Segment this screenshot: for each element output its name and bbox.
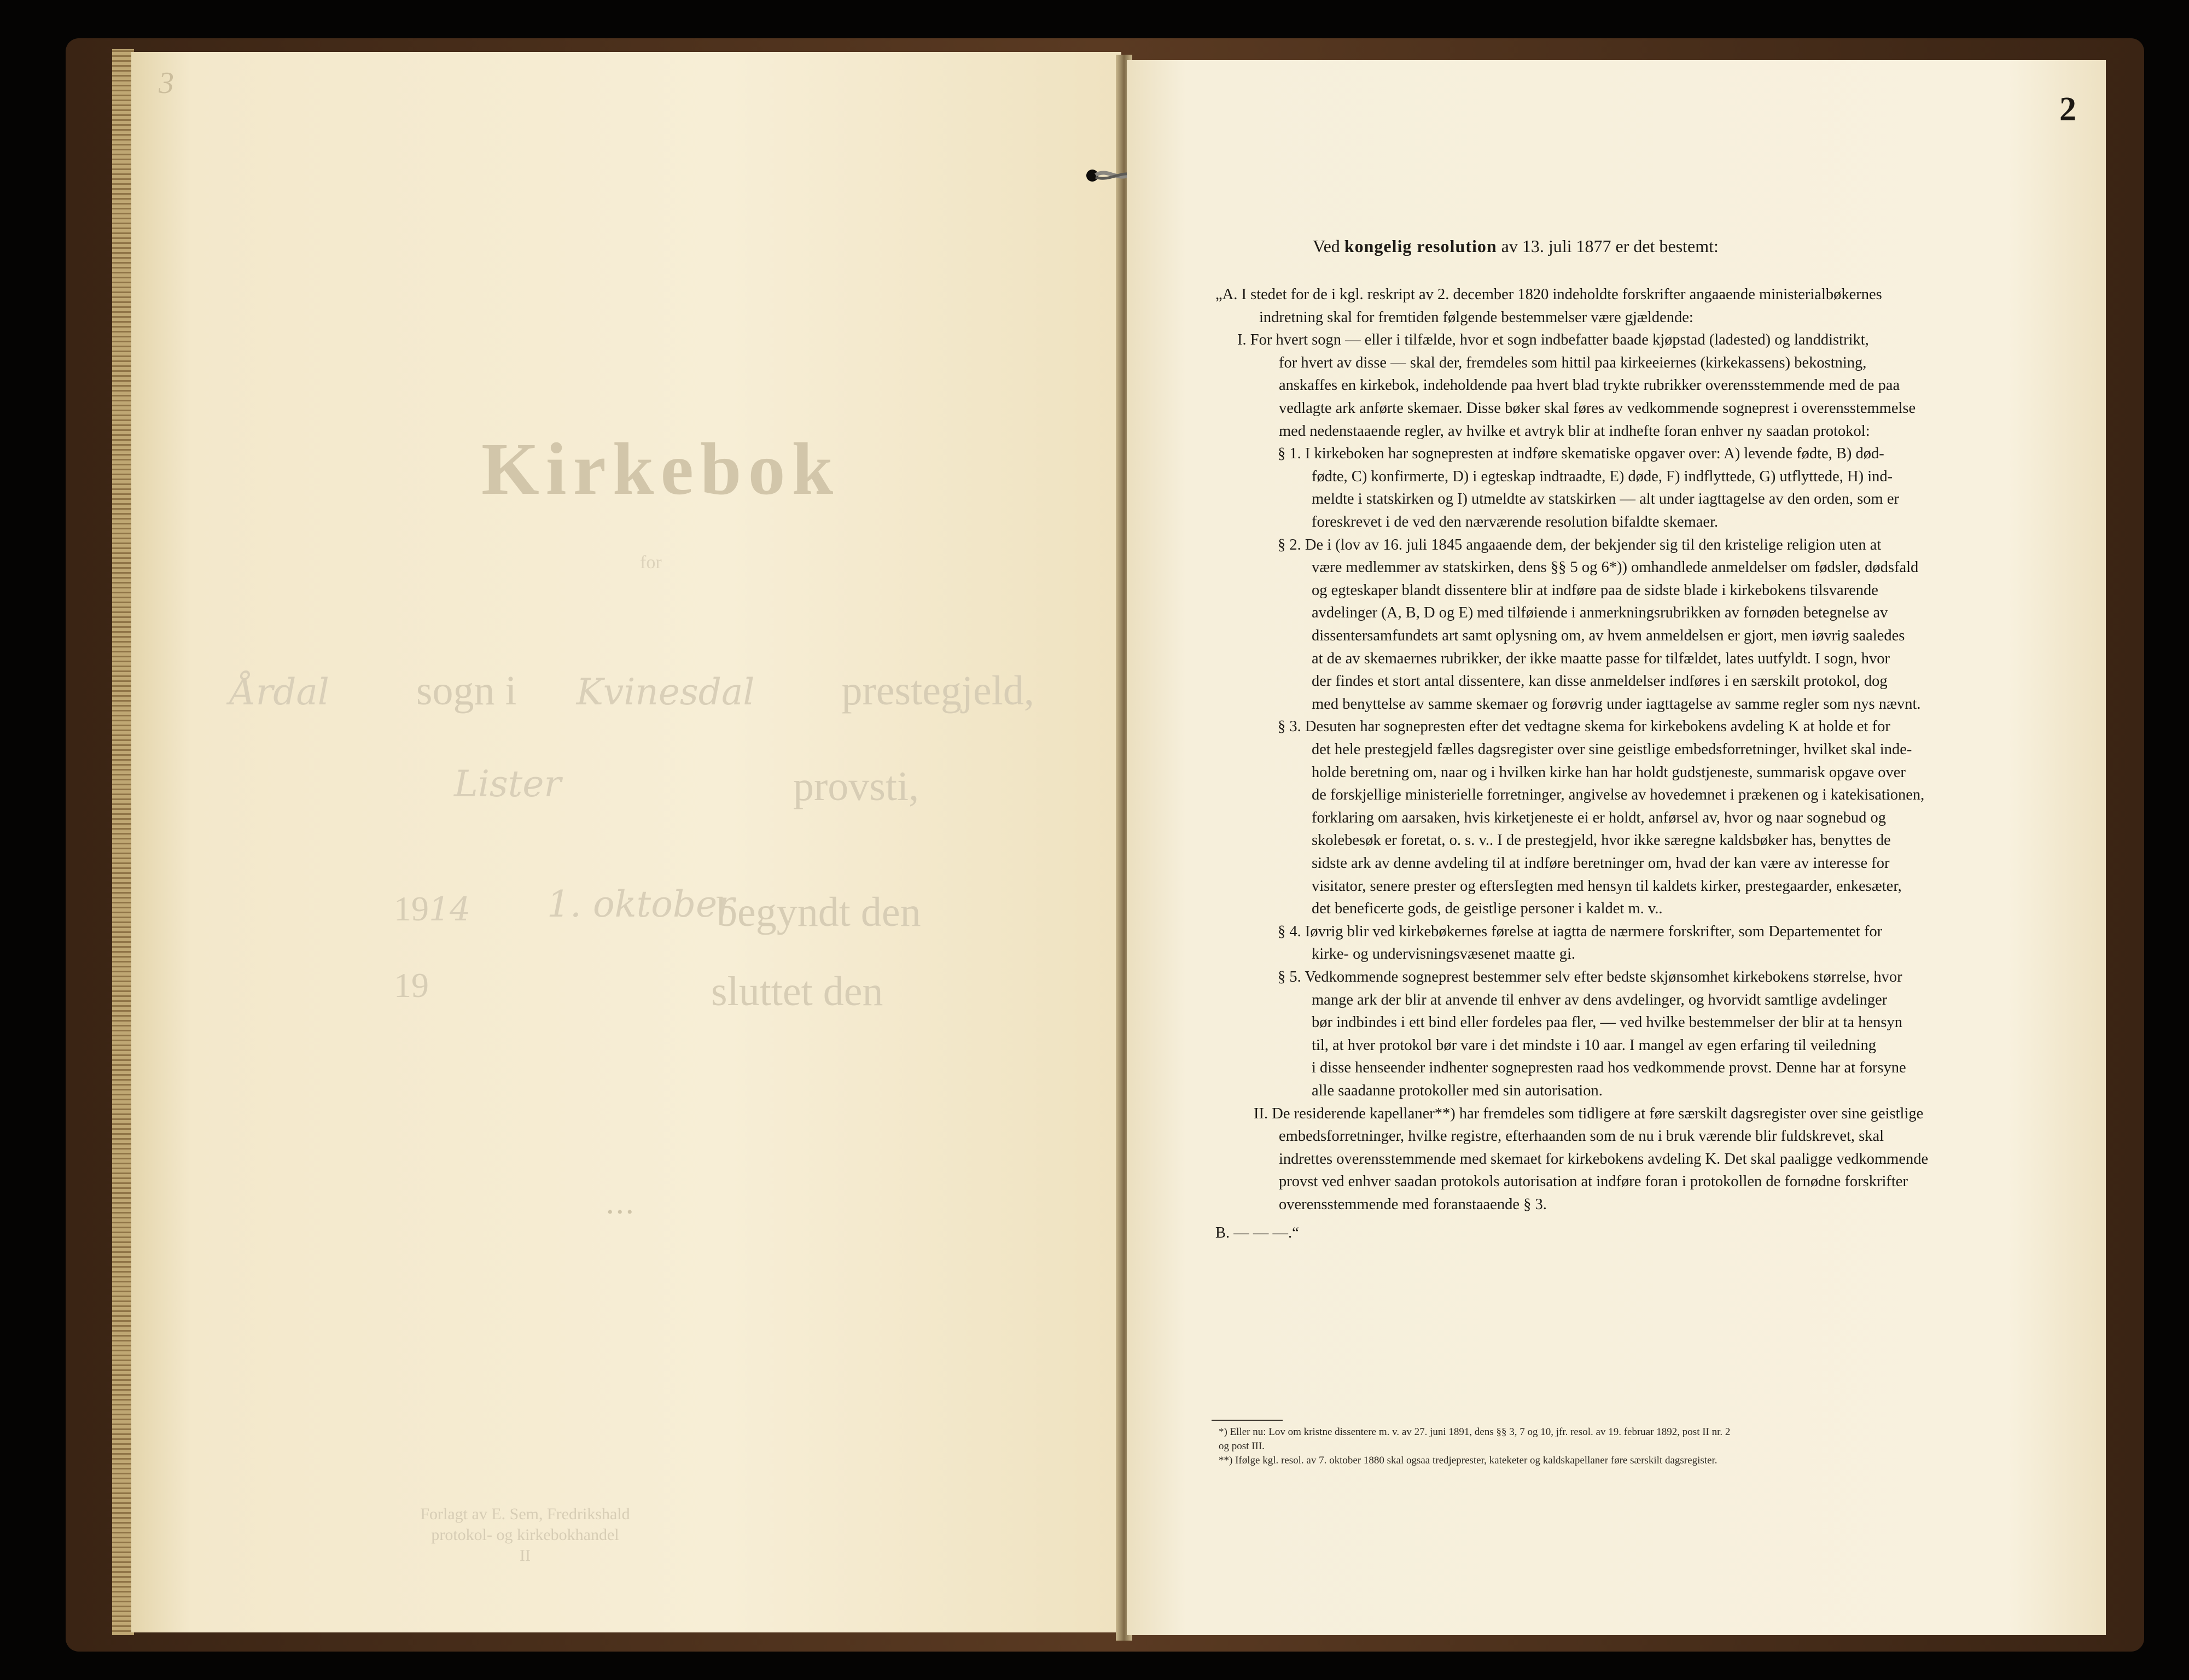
heading-prefix: Ved	[1313, 236, 1340, 256]
handwritten-prestegjeld: Kvinesdal	[576, 671, 755, 713]
resolution-line: bør indbindes i ett bind eller fordeles paa fler, — ved hvilke bestemmelser der blir at ta hensyn	[1312, 1014, 1902, 1031]
resolution-line: B. — — —.“	[1215, 1224, 1299, 1241]
resolution-line: være medlemmer av statskirken, dens §§ 5 og 6*)) omhandlede anmeldelser om fødsler, dødsfald	[1312, 559, 1919, 576]
resolution-line: i disse henseender indhenter sognepresten raad hos vedkommende provst. Denne har at forsyne	[1312, 1059, 1906, 1077]
page-edges	[112, 49, 134, 1635]
footnote-rule	[1212, 1420, 1283, 1421]
ornament: • • •	[607, 1203, 633, 1221]
heading-bold: kongelig resolution	[1344, 236, 1497, 256]
resolution-line: embedsforretninger, hvilke registre, efterhaanden som de nu i bruk værende blir fuldskrevet, skal	[1279, 1128, 1884, 1145]
label-provsti: provsti,	[793, 763, 919, 809]
resolution-line: § 4. Iøvrig blir ved kirkebøkernes førelse at iagtta de nærmere forskrifter, som Departementet for	[1278, 923, 1883, 940]
resolution-line: det beneficerte gods, de geistlige personer i kaldet m. v..	[1312, 900, 1663, 918]
resolution-line: de forskjellige ministerielle forretninger, angivelse av hovedemnet i prækenen og i katekisationen,	[1312, 786, 1925, 804]
label-prestegjeld: prestegjeld,	[841, 668, 1034, 714]
resolution-line: meldte i statskirken og I) utmeldte av statskirken — alt under iagttagelse av den orden, som er	[1312, 491, 1899, 508]
label-ended: sluttet den	[711, 969, 883, 1014]
left-page-number: 3	[159, 66, 174, 100]
right-page-number: 2	[2059, 91, 2076, 128]
label-sogn: sogn i	[416, 668, 517, 714]
resolution-line: overensstemmende med foranstaaende § 3.	[1279, 1196, 1547, 1213]
resolution-line: II. De residerende kapellaner**) har fremdeles som tidligere at føre særskilt dagsregister over sine geistlige	[1254, 1105, 1924, 1122]
handwritten-parish: Årdal	[230, 671, 329, 713]
resolution-line: dissentersamfundets art samt oplysning om, av hvem anmeldelsen er gjort, men iøvrig saaledes	[1312, 627, 1905, 644]
footnote: og post III.	[1219, 1440, 1265, 1452]
resolution-line: § 2. De i (lov av 16. juli 1845 angaaende dem, der bekjender sig til den kristelige religion uten at	[1278, 536, 1882, 553]
resolution-line: provst ved enhver saadan protokols autorisation at indføre foran i protokollen de fornødne forskrifter	[1279, 1173, 1908, 1191]
resolution-line: I. For hvert sogn — eller i tilfælde, hvor et sogn indbefatter baade kjøpstad (ladested) og landdistrikt,	[1237, 331, 1869, 349]
handwritten-begun-date: 1. oktober	[547, 883, 735, 925]
resolution-line: fødte, C) konfirmerte, D) i egteskap indtraadte, E) døde, F) indflyttede, G) utflyttede, H) ind-	[1312, 468, 1893, 485]
resolution-line: § 3. Desuten har sognepresten efter det vedtagne skema for kirkebokens avdeling K at holde et for	[1278, 718, 1890, 736]
resolution-line: § 1. I kirkeboken har sognepresten at indføre skematiske opgaver over: A) levende fødte, B) død-	[1278, 445, 1884, 463]
resolution-line: vedlagte ark anførte skemaer. Disse bøker skal føres av vedkommende sogneprest i overensstemmelse	[1279, 400, 1916, 417]
resolution-line: avdelinger (A, B, D og E) med tilføiende i anmerkningsrubrikken av fornøden betegnelse av	[1312, 604, 1888, 622]
resolution-line: med benyttelse av samme skemaer og forøvrig under iagttagelse av samme regler som nys nævnt.	[1312, 695, 1921, 713]
resolution-line: „A. I stedet for de i kgl. reskript av 2. december 1820 indeholdte forskrifter angaaende ministerialbøkernes	[1215, 286, 1882, 303]
heading-suffix: av 13. juli 1877 er det bestemt:	[1501, 236, 1719, 256]
label-begun: begyndt den	[717, 889, 921, 935]
handwritten-year: 14	[429, 890, 471, 929]
publisher-line: protokol- og kirkebokhandel	[431, 1526, 619, 1544]
resolution-line: forklaring om aarsaken, hvis kirketjeneste ei er holdt, anførsel av, hvor og naar sognebud og	[1312, 809, 1886, 826]
resolution-line: med nedenstaaende regler, av hvilke et avtryk blir at indhefte foran enhver ny saadan protokol:	[1279, 422, 1870, 440]
resolution-line: for hvert av disse — skal der, fremdeles som hittil paa kirkeeiernes (kirkekassens) bekostning,	[1279, 354, 1867, 371]
resolution-line: anskaffes en kirkebok, indeholdende paa hvert blad trykte rubrikker overensstemmende med de paa	[1279, 377, 1900, 394]
book-title: Kirkebok	[481, 428, 840, 510]
publisher-imprint	[405, 1504, 645, 1566]
resolution-line: til, at hver protokol bør vare i det mindste i 10 aar. I mangel av egen erfaring til veiledning	[1312, 1036, 1877, 1054]
begun-year	[394, 889, 470, 929]
footnote: **) Ifølge kgl. resol. av 7. oktober 1880 skal ogsaa tredjeprester, kateketer og kaldskapellaner føre særskilt dagsregister.	[1219, 1455, 1718, 1466]
resolution-line: holde beretning om, naar og i hvilken kirke han har holdt gudstjeneste, summarisk opgave over	[1312, 763, 1906, 781]
resolution-line: at de av skemaernes rubrikker, der ikke maatte passe for tilfældet, lates uutfyldt. I sogn, hvor	[1312, 650, 1890, 667]
title-for: for	[640, 552, 662, 573]
resolution-line: foreskrevet i de ved den nærværende resolution bifaldte skemaer.	[1312, 514, 1719, 530]
footnote: *) Eller nu: Lov om kristne dissentere m. v. av 27. juni 1891, dens §§ 3, 7 og 10, jfr. resol. av 19. februar 1892, post II nr. 2	[1219, 1426, 1731, 1438]
resolution-line: skolebesøk er foretat, o. s. v.. I de prestegjeld, hvor ikke særegne kaldsbøker has, benyttes de	[1312, 832, 1891, 849]
publisher-line: Forlagt av E. Sem, Fredrikshald	[420, 1505, 630, 1523]
parish-line	[230, 667, 1034, 715]
resolution-line: visitator, senere prester og eftersIegten med hensyn til kaldets kirker, prestegaarder, enkesæter,	[1312, 877, 1902, 895]
left-page	[131, 52, 1121, 1632]
resolution-line: alle saadanne protokoller med sin autorisation.	[1312, 1082, 1603, 1099]
resolution-line: § 5. Vedkommende sogneprest bestemmer selv efter bedste skjønsomhet kirkebokens størrelse, hvor	[1278, 969, 1902, 985]
ended-year: 19	[394, 966, 429, 1005]
begun-year-prefix: 19	[394, 889, 429, 928]
resolution-line: det hele prestegjeld fælles dagsregister over sine geistlige embedsforretninger, hvilket skal inde-	[1312, 741, 1912, 758]
resolution-line: og egteskaper blandt dissentere blir at indføre paa de sidste blade i kirkebokens tilsvarende	[1312, 581, 1878, 599]
resolution-line: der findes et stort antal dissentere, kan disse anmeldelser indføres i en særskilt protokol, dog	[1312, 673, 1888, 690]
publisher-line: II	[520, 1547, 531, 1565]
resolution-line: sidste ark av denne avdeling til at indføre beretninger om, hvad der kan være av interesse for	[1312, 855, 1890, 872]
resolution-line: mange ark der blir at anvende til enhver av dens avdelinger, og hvorvidt samtlige avdelinger	[1312, 991, 1888, 1008]
resolution-line: indretning skal for fremtiden følgende bestemmelser være gjældende:	[1259, 308, 1693, 326]
handwritten-provsti: Lister	[454, 763, 561, 805]
resolution-heading	[1313, 235, 1719, 258]
resolution-line: indrettes overensstemmende med skemaet for kirkebokens avdeling K. Det skal paaligge vedkommende	[1279, 1150, 1929, 1168]
resolution-line: kirke- og undervisningsvæsenet maatte gi.	[1312, 946, 1576, 963]
footnotes	[1219, 1425, 1730, 1468]
